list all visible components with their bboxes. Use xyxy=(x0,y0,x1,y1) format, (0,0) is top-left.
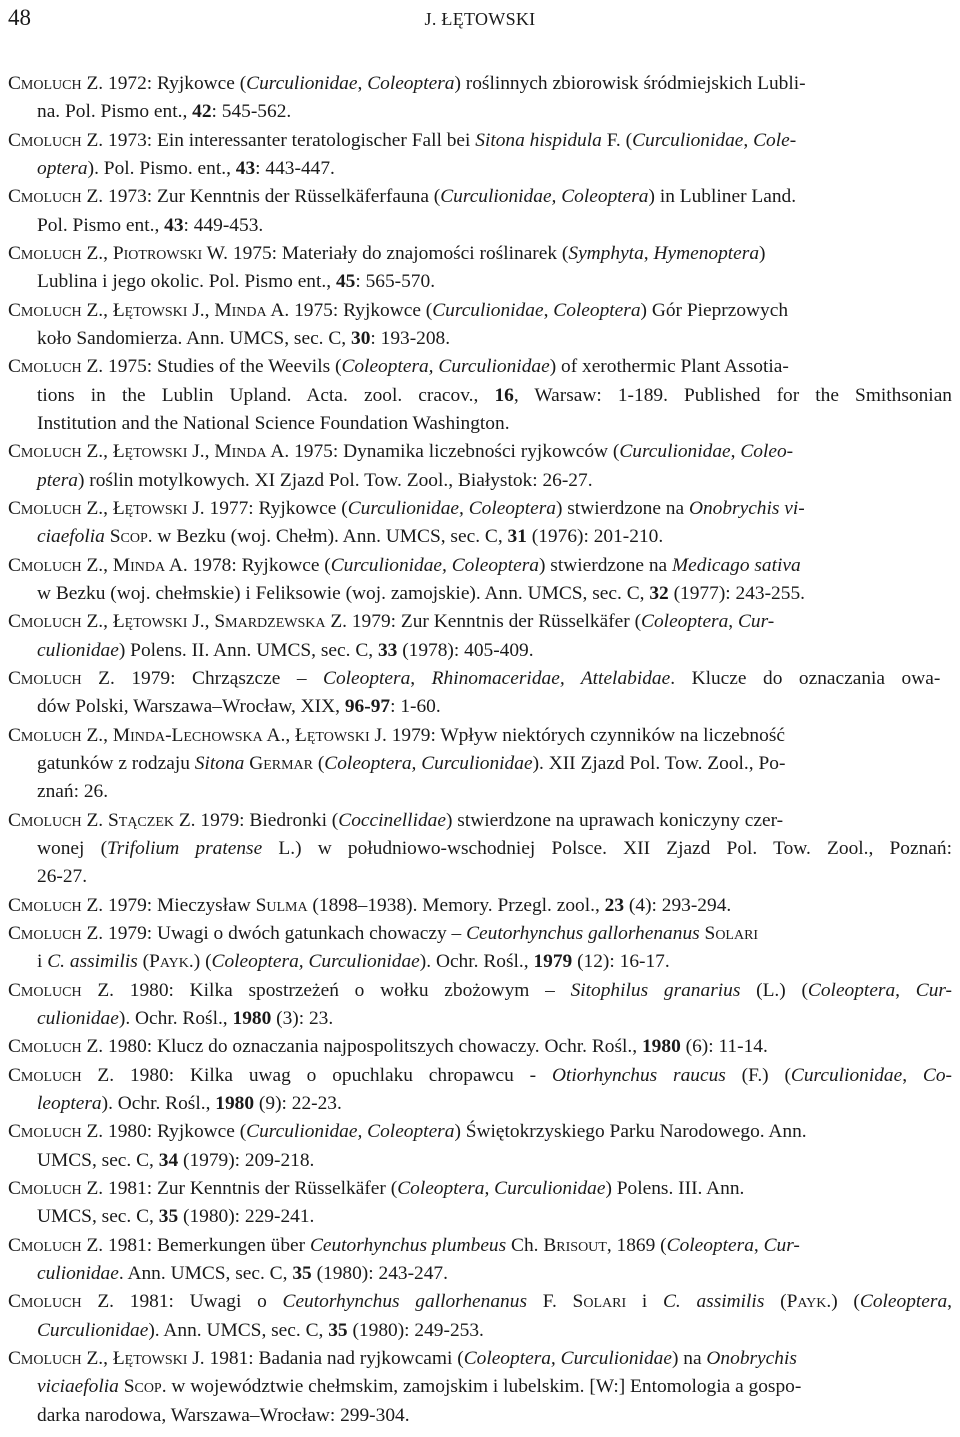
reference-text: 1975: Ryjkowce ( xyxy=(294,299,433,321)
reference-line xyxy=(8,300,788,322)
author-name: Cmoluch Z. xyxy=(8,186,108,208)
reference-text: . Ann. UMCS, sec. C, xyxy=(118,1262,293,1284)
reference-text: 26-27. xyxy=(37,866,88,888)
reference-text: 1980: Kilka uwag o opuchlaku chropawcu - xyxy=(129,1064,552,1086)
reference-line xyxy=(37,101,291,123)
reference-text: : 1-60. xyxy=(390,696,441,718)
taxon-italic: Ceutorhynchus plumbeus xyxy=(309,1234,507,1256)
reference-line xyxy=(8,895,731,917)
reference-text: ) stwierdzone na xyxy=(555,497,689,519)
taxon-italic: Cole- xyxy=(753,129,797,151)
reference-text: w Bezku (woj. chełmskie) i Feliksowie (woj. zamojskie). Ann. UMCS, sec. C, xyxy=(37,582,650,604)
reference-text: ) in Lubliner Land. xyxy=(648,186,797,208)
reference-text: (1980): 243-247. xyxy=(311,1262,448,1284)
reference-line xyxy=(37,866,87,888)
author-name: Cmoluch Z. xyxy=(8,1064,130,1086)
reference-line xyxy=(8,555,801,577)
reference-line xyxy=(37,271,435,293)
reference-line xyxy=(8,668,940,690)
reference-line xyxy=(8,1291,952,1313)
volume-number: 96-97 xyxy=(344,696,391,718)
reference-line xyxy=(8,1178,744,1200)
taxon-italic: Coleoptera, Curculionidae xyxy=(463,1347,672,1369)
reference-line xyxy=(8,498,805,520)
reference-text: 1981: Bemerkungen über xyxy=(108,1234,310,1256)
reference-text: ) stwierdzone na uprawach koniczyny czer- xyxy=(445,809,784,831)
reference-text: 1979: Zur Kenntnis der Rüsselkäfer ( xyxy=(351,611,642,633)
reference-text: koło Sandomierza. Ann. UMCS, sec. C, xyxy=(37,327,351,349)
reference-text: 1980: Klucz do oznaczania najpospolitszych chowaczy. Ochr. Rośl., xyxy=(108,1036,642,1058)
taxon-italic: Curculionidae xyxy=(432,299,544,321)
reference-line xyxy=(37,1263,448,1285)
reference-line xyxy=(37,470,593,492)
taxon-italic: Cur- xyxy=(738,611,775,633)
reference-text: gatunków z rodzaju xyxy=(37,752,195,774)
author-name: Cmoluch Z. xyxy=(8,356,108,378)
taxon-italic: Sitona xyxy=(194,752,245,774)
volume-number: 34 xyxy=(158,1149,179,1171)
taxon-italic: Onobrychis xyxy=(706,1347,797,1369)
reference-text: Institution and the National Science Foundation Washington. xyxy=(37,412,510,434)
reference-text: , xyxy=(643,242,654,264)
reference-text: F. ( xyxy=(601,129,633,151)
reference-text: , xyxy=(730,441,741,463)
reference-text: 1975: Materiały do znajomości roślinarek ( xyxy=(232,242,569,264)
taxon-italic: Coleoptera, Curculionidae xyxy=(324,752,533,774)
reference-text: 1973: Ein interessanter teratologischer Fall bei xyxy=(108,129,476,151)
taxon-italic: Coleo- xyxy=(740,441,794,463)
reference-text: ) roślinnych zbiorowisk śródmiejskich Lubli- xyxy=(454,73,806,94)
reference-text: 1975: Dynamika liczebności ryjkowców ( xyxy=(294,441,620,463)
taxon-italic: Cur- xyxy=(763,1234,800,1256)
author-name: Scop. xyxy=(104,526,153,548)
taxon-italic: Co- xyxy=(922,1064,953,1086)
author-name: Cmoluch Z. xyxy=(8,1291,130,1313)
taxon-italic: Coleoptera xyxy=(323,667,411,689)
author-name: Cmoluch Z. Stączek Z. xyxy=(8,809,201,831)
taxon-italic: culionidae xyxy=(37,639,119,661)
reference-text: (F.) ( xyxy=(725,1064,791,1086)
taxon-italic: optera xyxy=(37,157,88,179)
reference-text: ) Świętokrzyskiego Parku Narodowego. Ann. xyxy=(454,1121,807,1143)
reference-text: 1979: Biedronki ( xyxy=(200,809,339,831)
reference-text: ) Polens. III. Ann. xyxy=(605,1177,745,1199)
taxon-italic: Symphyta xyxy=(568,242,644,264)
author-name: Cmoluch Z., Łętowski J., Minda A. xyxy=(8,299,295,321)
reference-text: ). Ochr. Rośl., xyxy=(118,1007,233,1029)
volume-number: 45 xyxy=(335,271,356,293)
reference-text: , xyxy=(947,1291,953,1313)
reference-line xyxy=(37,1320,484,1342)
reference-line xyxy=(8,1235,800,1257)
author-name: Cmoluch Z., Łętowski J. xyxy=(8,497,210,519)
reference-text: ) Polens. II. Ann. UMCS, sec. C, xyxy=(118,639,378,661)
taxon-italic: Curculionidae xyxy=(494,1177,606,1199)
volume-number: 32 xyxy=(649,582,669,604)
author-name: Sulma xyxy=(255,894,308,916)
reference-line xyxy=(37,1376,801,1398)
reference-text: (1977): 243-255. xyxy=(668,582,805,604)
taxon-italic: Coleoptera, Curculionidae xyxy=(211,951,420,973)
author-name: Cmoluch Z., Łętowski J., Smardzewska Z. xyxy=(8,611,352,633)
reference-text: (1898–1938). Memory. Przegl. zool., xyxy=(307,894,605,916)
taxon-italic: Trifolium pratense xyxy=(107,837,263,859)
reference-text: 1977: Ryjkowce ( xyxy=(209,497,348,519)
taxon-italic: Coleoptera xyxy=(666,1234,754,1256)
taxon-italic: Hymenoptera xyxy=(653,242,760,264)
volume-number: 1979 xyxy=(533,951,573,973)
taxon-italic: Curculionidae, Coleoptera xyxy=(440,186,649,208)
reference-text: Lublina i jego okolic. Pol. Pismo ent., xyxy=(37,271,336,293)
reference-text: F. xyxy=(527,1291,573,1313)
taxon-italic: Curculionidae xyxy=(37,1319,149,1341)
reference-text: : 193-208. xyxy=(370,327,451,349)
reference-line xyxy=(37,838,952,860)
reference-line xyxy=(37,385,952,407)
reference-line xyxy=(37,1008,333,1030)
author-name: Cmoluch Z. xyxy=(8,894,108,916)
taxon-italic: culionidae xyxy=(37,1007,119,1029)
reference-text: ). Pol. Pismo. ent., xyxy=(87,157,236,179)
reference-line xyxy=(8,1121,807,1143)
taxon-italic: Onobrychis vi- xyxy=(688,497,805,519)
volume-number: 16 xyxy=(494,384,514,406)
taxon-italic: Coleoptera xyxy=(859,1291,948,1313)
reference-text: Pol. Pismo ent., xyxy=(37,214,165,236)
reference-text: darka narodowa, Warszawa–Wrocław: 299-304. xyxy=(37,1404,410,1426)
reference-text: , xyxy=(895,979,916,1001)
reference-text: , 1869 ( xyxy=(606,1234,667,1256)
reference-text: 1979: Chrząszcze – xyxy=(131,667,324,689)
reference-line xyxy=(37,583,805,605)
taxon-italic: C. assimilis xyxy=(662,1291,765,1313)
reference-text: i xyxy=(626,1291,663,1313)
reference-line xyxy=(8,1348,797,1370)
reference-text: (6): 11-14. xyxy=(680,1036,768,1058)
author-name: Cmoluch Z., Łętowski J., Minda A. xyxy=(8,441,295,463)
reference-text: . Klucze do oznaczania owa- xyxy=(670,667,941,689)
reference-text: ( xyxy=(137,951,150,973)
reference-text: ) ( xyxy=(193,951,212,973)
reference-text: tions in the Lublin Upland. Acta. zool. cracov., xyxy=(37,384,495,406)
reference-text: ). Ann. UMCS, sec. C, xyxy=(148,1319,329,1341)
reference-text: 1981: Zur Kenntnis der Rüsselkäfer ( xyxy=(108,1177,398,1199)
reference-text: i xyxy=(37,951,48,973)
author-name: Brisout xyxy=(543,1234,607,1256)
reference-text: 1979: Uwagi o dwóch gatunkach chowaczy – xyxy=(108,922,467,944)
taxon-italic: Curculionidae, Coleoptera xyxy=(246,1121,455,1143)
reference-line xyxy=(37,215,263,237)
reference-text: 1981: Uwagi o xyxy=(129,1291,283,1313)
reference-line xyxy=(8,1036,768,1058)
reference-line xyxy=(37,640,534,662)
taxon-italic: Ceutorhynchus gallorhenanus xyxy=(282,1291,527,1313)
reference-text: (L.) ( xyxy=(740,979,808,1001)
reference-text: (1980): 249-253. xyxy=(347,1319,484,1341)
reference-text: UMCS, sec. C, xyxy=(37,1206,159,1228)
reference-text: (3): 23. xyxy=(271,1007,334,1029)
author-name: Cmoluch Z., Minda-Lechowska A., Łętowski J. xyxy=(8,724,392,746)
reference-text: , Warsaw: 1-189. Published for the Smithsonian xyxy=(513,384,952,406)
reference-text: ). Ochr. Rośl., xyxy=(419,951,534,973)
taxon-italic: Coleoptera xyxy=(367,73,455,94)
author-name: Cmoluch Z. xyxy=(8,129,108,151)
reference-text: : 545-562. xyxy=(211,101,292,123)
reference-text: L.) w południowo-wschodniej Polsce. XII Zjazd Pol. Tow. Zool., Poznań: xyxy=(262,837,952,859)
reference-line xyxy=(8,923,758,945)
reference-text: 1978: Ryjkowce ( xyxy=(192,554,331,576)
author-name: Scop. xyxy=(118,1376,167,1398)
reference-text: (1980): 229-241. xyxy=(178,1206,315,1228)
reference-text: , xyxy=(902,1064,923,1086)
reference-text: , xyxy=(543,299,554,321)
author-name: Cmoluch Z. xyxy=(8,1036,108,1058)
reference-line xyxy=(37,1093,342,1115)
reference-text: : 449-453. xyxy=(183,214,264,236)
reference-line xyxy=(37,696,441,718)
volume-number: 35 xyxy=(328,1319,348,1341)
reference-line xyxy=(8,356,789,378)
reference-text: (9): 22-23. xyxy=(254,1092,342,1114)
reference-line xyxy=(37,413,510,435)
reference-text: 1981: Badania nad ryjkowcami ( xyxy=(209,1347,464,1369)
taxon-italic: Coleoptera xyxy=(807,979,896,1001)
volume-number: 35 xyxy=(158,1206,179,1228)
reference-text: UMCS, sec. C, xyxy=(37,1149,159,1171)
taxon-italic: Curculionidae xyxy=(619,441,731,463)
author-name: Germar xyxy=(244,752,313,774)
reference-text: (1979): 209-218. xyxy=(178,1149,315,1171)
reference-text: w województwie chełmskim, zamojskim i lubelskim. [W:] Entomologia a gospo- xyxy=(166,1376,802,1398)
taxon-italic: culionidae xyxy=(37,1262,119,1284)
reference-line xyxy=(37,781,108,803)
reference-line xyxy=(8,1065,952,1087)
running-title: J. ŁĘTOWSKI xyxy=(424,9,536,29)
reference-text: ). XII Zjazd Pol. Tow. Zool., Po- xyxy=(532,752,786,774)
reference-line xyxy=(37,1150,314,1172)
reference-text: znań: 26. xyxy=(37,781,109,803)
taxon-italic: Curculionidae, Coleoptera xyxy=(347,497,556,519)
reference-text: ) roślin motylkowych. XI Zjazd Pol. Tow. Zool., Białystok: 26-27. xyxy=(77,469,593,491)
reference-text: ). Ochr. Rośl., xyxy=(101,1092,216,1114)
taxon-italic: Coleoptera xyxy=(397,1177,485,1199)
reference-text: Ch. xyxy=(506,1234,544,1256)
author-name: Cmoluch Z. xyxy=(8,667,132,689)
reference-text: 1973: Zur Kenntnis der Rüsselkäferfauna ( xyxy=(108,186,441,208)
volume-number: 33 xyxy=(377,639,398,661)
reference-line xyxy=(8,980,952,1002)
reference-text: ) of xerothermic Plant Assotia- xyxy=(549,356,789,378)
author-name: Cmoluch Z. xyxy=(8,979,130,1001)
reference-text: : 565-570. xyxy=(355,271,436,293)
reference-text: (12): 16-17. xyxy=(572,951,670,973)
taxon-italic: ptera xyxy=(37,469,78,491)
reference-text: 1980: Kilka spostrzeżeń o wołku zbożowym – xyxy=(129,979,571,1001)
volume-number: 1980 xyxy=(232,1007,272,1029)
reference-line xyxy=(37,158,335,180)
volume-number: 43 xyxy=(235,157,256,179)
reference-text: (4): 293-294. xyxy=(624,894,732,916)
taxon-italic: Coleoptera xyxy=(553,299,641,321)
author-name: Payk. xyxy=(786,1291,832,1313)
taxon-italic: Sitophilus granarius xyxy=(570,979,741,1001)
author-name: Solari xyxy=(699,922,759,944)
taxon-italic: C. assimilis xyxy=(47,951,138,973)
volume-number: 1980 xyxy=(641,1036,681,1058)
taxon-italic: Cur- xyxy=(915,979,953,1001)
reference-text: ) Gór Pieprzowych xyxy=(640,299,789,321)
reference-text: ) na xyxy=(671,1347,707,1369)
reference-text: ( xyxy=(764,1291,787,1313)
reference-text: ( xyxy=(312,752,325,774)
author-name: Cmoluch Z., Łętowski J. xyxy=(8,1347,210,1369)
taxon-italic: Curculionidae xyxy=(246,73,358,94)
volume-number: 35 xyxy=(292,1262,312,1284)
taxon-italic: Curculionidae xyxy=(632,129,744,151)
reference-line xyxy=(8,73,806,95)
volume-number: 23 xyxy=(604,894,625,916)
reference-line xyxy=(8,810,783,832)
reference-text: (1976): 201-210. xyxy=(526,526,664,548)
author-name: Cmoluch Z. xyxy=(8,1121,108,1143)
reference-text: 1980: Ryjkowce ( xyxy=(108,1121,247,1143)
reference-text: 1972: Ryjkowce ( xyxy=(108,73,247,94)
reference-text: dów Polski, Warszawa–Wrocław, XIX, xyxy=(37,696,345,718)
taxon-italic: Rhinomaceridae, Attelabidae xyxy=(431,667,671,689)
taxon-italic: Sitona hispidula xyxy=(475,129,602,151)
taxon-italic: Curculionidae xyxy=(790,1064,903,1086)
reference-text: 1975: Studies of the Weevils ( xyxy=(108,356,342,378)
author-name: Cmoluch Z. xyxy=(8,922,108,944)
reference-line xyxy=(8,725,785,747)
volume-number: 43 xyxy=(164,214,184,236)
taxon-italic: Coleoptera, Curculionidae xyxy=(341,356,550,378)
taxon-italic: Curculionidae, Coleoptera xyxy=(330,554,539,576)
reference-text: , xyxy=(484,1177,495,1199)
taxon-italic: Otiorhynchus raucus xyxy=(551,1064,726,1086)
reference-line xyxy=(37,1206,314,1228)
reference-text: w Bezku (woj. Chełm). Ann. UMCS, sec. C, xyxy=(152,526,508,548)
volume-number: 1980 xyxy=(215,1092,255,1114)
taxon-italic: Coccinellidae xyxy=(338,809,446,831)
reference-text: : 443-447. xyxy=(255,157,335,179)
reference-text: (1978): 405-409. xyxy=(397,639,534,661)
reference-text: , xyxy=(410,667,432,689)
reference-line xyxy=(37,328,450,350)
reference-line xyxy=(8,243,765,265)
author-name: Cmoluch Z., Piotrowski W. xyxy=(8,242,233,264)
reference-line xyxy=(37,951,670,973)
reference-line xyxy=(8,130,796,152)
reference-text: ) xyxy=(759,242,766,264)
reference-line xyxy=(37,753,785,775)
reference-text: ) stwierdzone na xyxy=(539,554,672,576)
author-name: Cmoluch Z. xyxy=(8,73,108,94)
reference-line xyxy=(8,186,796,208)
reference-line xyxy=(8,611,774,633)
author-name: Cmoluch Z. xyxy=(8,1234,108,1256)
volume-number: 30 xyxy=(351,327,371,349)
taxon-italic: ciaefolia xyxy=(37,526,105,548)
reference-text: 1979: Mieczysław xyxy=(108,894,256,916)
page-number: 48 xyxy=(8,5,31,30)
reference-text: , xyxy=(728,611,738,633)
reference-line xyxy=(37,526,663,548)
reference-text: wonej ( xyxy=(37,837,108,859)
reference-text: , xyxy=(743,129,754,151)
volume-number: 42 xyxy=(192,101,212,123)
author-name: Payk. xyxy=(149,951,194,973)
running-header xyxy=(0,5,960,35)
taxon-italic: Medicago sativa xyxy=(672,554,801,576)
reference-text: , xyxy=(753,1234,764,1256)
volume-number: 31 xyxy=(507,526,527,548)
taxon-italic: leoptera xyxy=(37,1092,102,1114)
taxon-italic: Ceutorhynchus gallorhenanus xyxy=(466,922,700,944)
reference-line xyxy=(37,1405,410,1427)
author-name: Cmoluch Z. xyxy=(8,1177,108,1199)
author-name: Cmoluch Z., Minda A. xyxy=(8,554,193,576)
taxon-italic: Coleoptera xyxy=(641,611,729,633)
reference-text: , xyxy=(357,73,368,94)
taxon-italic: viciaefolia xyxy=(37,1376,119,1398)
reference-text: ) ( xyxy=(831,1291,860,1313)
reference-text: na. Pol. Pismo ent., xyxy=(37,101,193,123)
author-name: Solari xyxy=(572,1291,627,1313)
reference-text: 1979: Wpływ niektórych czynników na liczebność xyxy=(391,724,785,746)
reference-line xyxy=(8,441,793,463)
